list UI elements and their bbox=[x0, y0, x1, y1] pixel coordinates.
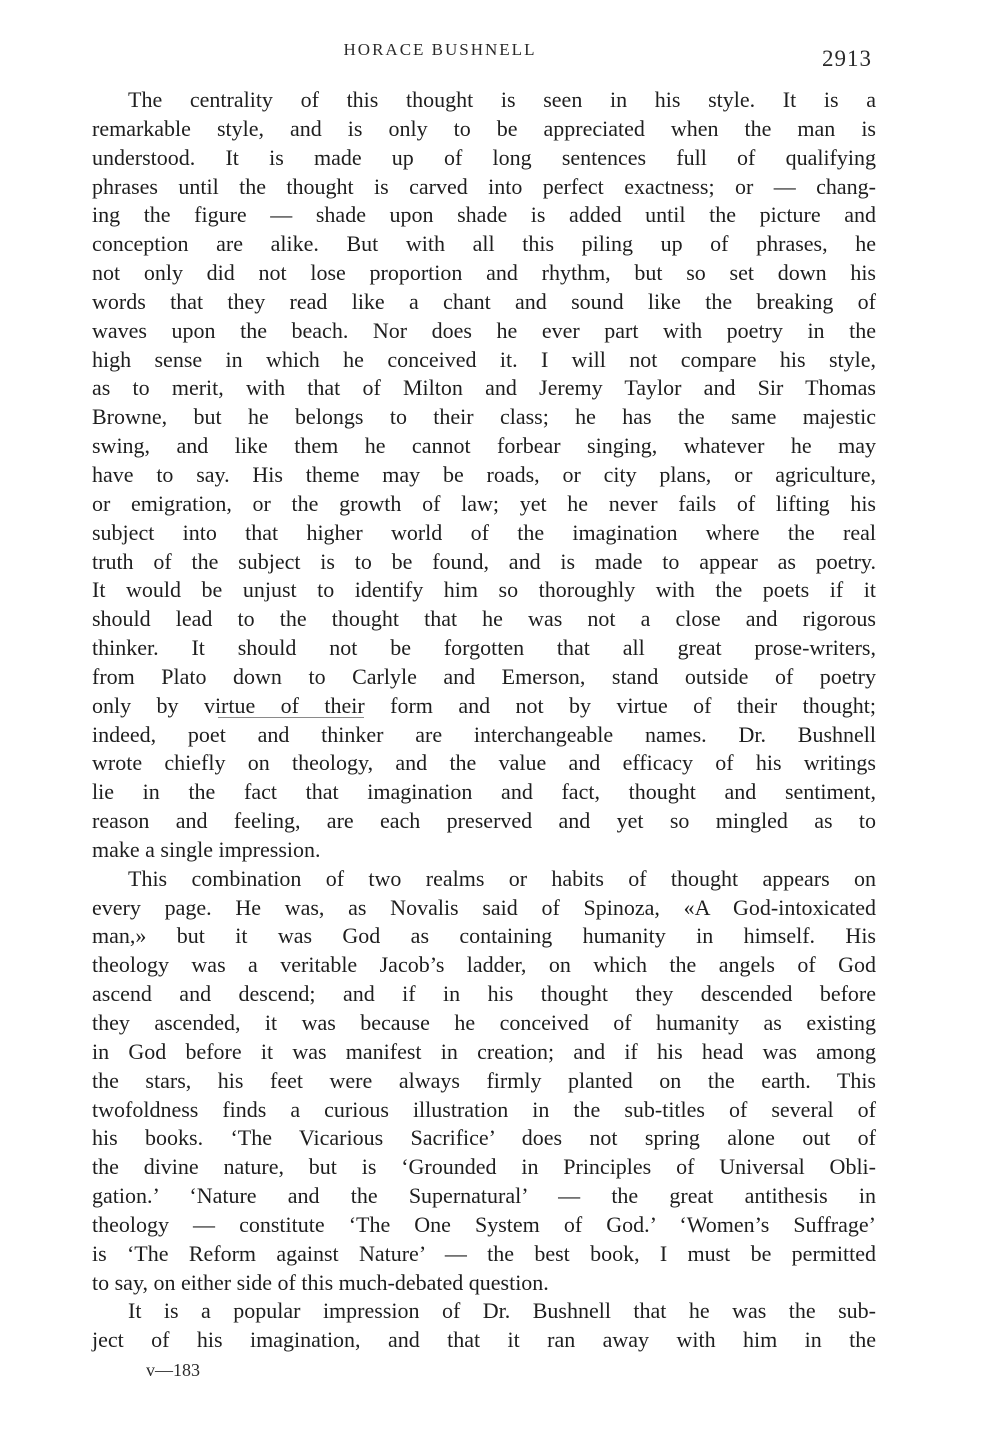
text-line: understood. It is made up of long sentences full of qualifying bbox=[92, 144, 876, 170]
text-line: truth of the subject is to be found, and is made to appear as poetry. bbox=[92, 548, 876, 574]
text-line: remarkable style, and is only to be appreciated when the man is bbox=[92, 115, 876, 141]
text-line: have to say. His theme may be roads, or city plans, or agriculture, bbox=[92, 461, 876, 487]
text-line: twofoldness finds a curious illustration in the sub-titles of several of bbox=[92, 1096, 876, 1122]
text-line: not only did not lose proportion and rhythm, but so set down his bbox=[92, 260, 876, 286]
text-line: high sense in which he conceived it. I will not compare his style, bbox=[92, 346, 876, 372]
text-line: ascend and descend; and if in his thought they descended before bbox=[92, 981, 876, 1007]
text-line: lie in the fact that imagination and fact, thought and sentiment, bbox=[92, 779, 876, 805]
page-number: 2913 bbox=[822, 46, 872, 71]
text-line: theology — constitute ‘The One System of God.’ ‘Women’s Suffrage’ bbox=[92, 1211, 876, 1237]
text-line: swing, and like them he cannot forbear singing, whatever he may bbox=[92, 433, 876, 459]
text-line: conception are alike. But with all this piling up of phrases, he bbox=[92, 231, 876, 257]
text-line: from Plato down to Carlyle and Emerson, stand outside of poetry bbox=[92, 663, 876, 689]
text-line: waves upon the beach. Nor does he ever part with poetry in the bbox=[92, 317, 876, 343]
text-line: should lead to the thought that he was not a close and rigorous bbox=[92, 606, 876, 632]
text-line: wrote chiefly on theology, and the value and efficacy of his writings bbox=[92, 750, 876, 776]
text-line: theology was a veritable Jacob’s ladder, on which the angels of God bbox=[92, 952, 876, 978]
text-line: the divine nature, but is ‘Grounded in Principles of Universal Obli- bbox=[92, 1154, 876, 1180]
text-line: man,» but it was God as containing humanity in himself. His bbox=[92, 923, 876, 949]
text-line: words that they read like a chant and sound like the breaking of bbox=[92, 288, 876, 314]
text-line: to say, on either side of this much-debated question. bbox=[92, 1269, 549, 1295]
text-line: ing the figure — shade upon shade is added until the picture and bbox=[92, 202, 876, 228]
text-line: every page. He was, as Novalis said of Spinoza, «A God-intoxicated bbox=[92, 894, 876, 920]
text-line: reason and feeling, are each preserved and yet so mingled as to bbox=[92, 808, 876, 834]
text-line: or emigration, or the growth of law; yet he never fails of lifting his bbox=[92, 490, 876, 516]
text-line: they ascended, it was because he conceived of humanity as existing bbox=[92, 1010, 876, 1035]
body-text bbox=[92, 86, 876, 1355]
text-line: only by virtue of their form and not by virtue of their thought; bbox=[92, 692, 876, 718]
text-line: in God before it was manifest in creation; and if his head was among bbox=[92, 1038, 876, 1064]
text-line: the stars, his feet were always firmly planted on the earth. This bbox=[92, 1067, 876, 1093]
pencil-underline-mark bbox=[218, 717, 364, 719]
text-line: make a single impression. bbox=[92, 836, 321, 862]
text-line: phrases until the thought is carved into perfect exactness; or — chang- bbox=[92, 173, 876, 199]
text-line: The centrality of this thought is seen in his style. It is a bbox=[128, 87, 876, 112]
text-line: Browne, but he belongs to their class; he has the same majestic bbox=[92, 404, 876, 430]
signature-mark: v—183 bbox=[146, 1360, 200, 1380]
text-line: indeed, poet and thinker are interchangeable names. Dr. Bushnell bbox=[92, 721, 876, 747]
text-line: It is a popular impression of Dr. Bushnell that he was the sub- bbox=[128, 1298, 876, 1324]
text-line: This combination of two realms or habits of thought appears on bbox=[128, 865, 876, 891]
text-line: It would be unjust to identify him so thoroughly with the poets if it bbox=[92, 577, 876, 603]
text-line: ject of his imagination, and that it ran away with him in the bbox=[92, 1327, 876, 1353]
text-line: gation.’ ‘Nature and the Supernatural’ — the great antithesis in bbox=[92, 1183, 876, 1209]
text-line: is ‘The Reform against Nature’ — the best book, I must be permitted bbox=[92, 1240, 876, 1266]
text-line: thinker. It should not be forgotten that all great prose-writers, bbox=[92, 635, 876, 661]
text-line: subject into that higher world of the imagination where the real bbox=[92, 519, 876, 545]
text-line: as to merit, with that of Milton and Jeremy Taylor and Sir Thomas bbox=[92, 375, 876, 401]
text-line: his books. ‘The Vicarious Sacrifice’ does not spring alone out of bbox=[92, 1125, 876, 1151]
running-head: HORACE BUSHNELL bbox=[343, 40, 537, 59]
